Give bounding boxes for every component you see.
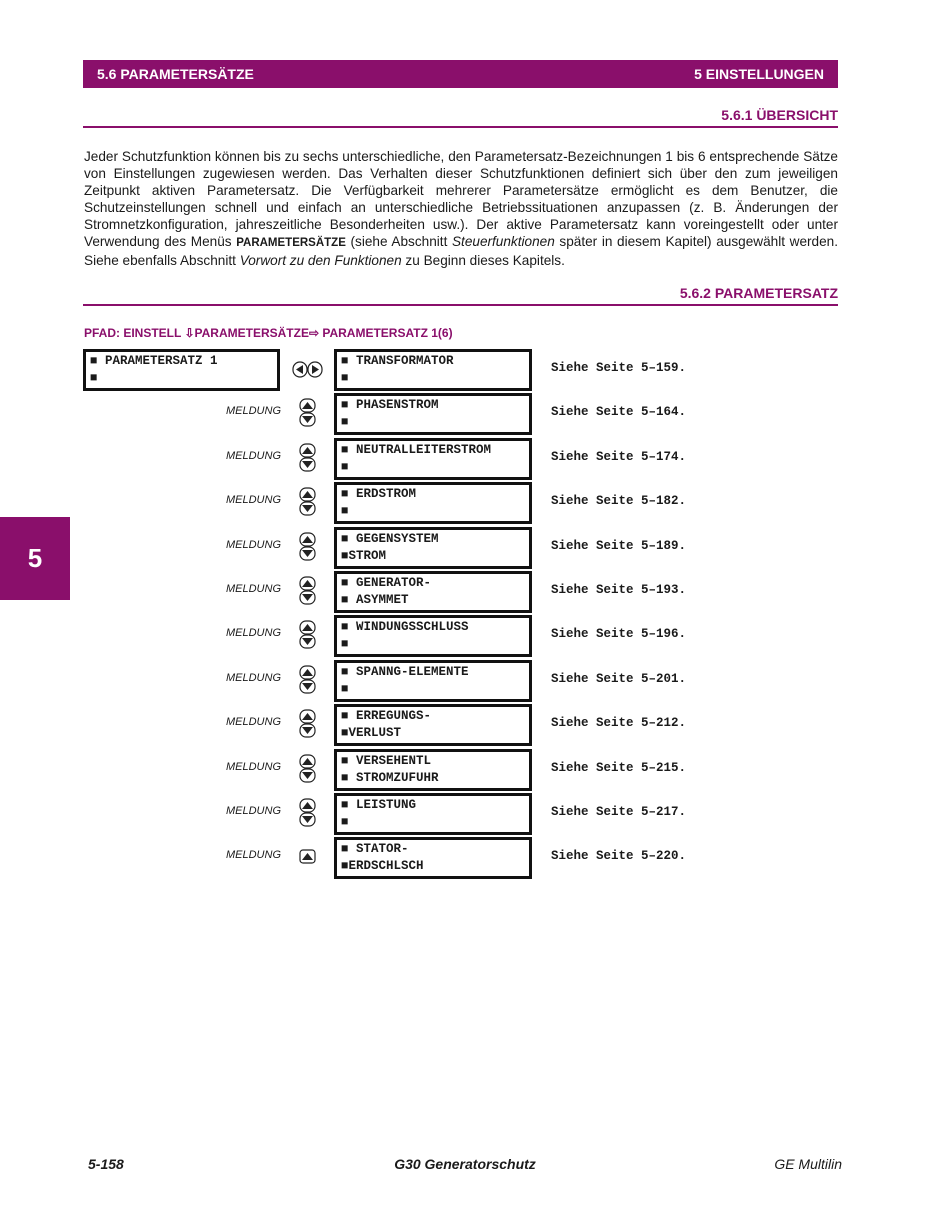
page-reference: Siehe Seite 5–217. <box>551 805 687 819</box>
melding-label: MELDUNG <box>226 761 282 773</box>
lcd-cursor-icon <box>341 354 349 368</box>
page-reference: Siehe Seite 5–196. <box>551 627 687 641</box>
lcd-line-1: VERSEHENTL <box>348 754 432 768</box>
melding-label: MELDUNG <box>226 494 282 506</box>
lcd-box <box>334 349 532 391</box>
chapter-tab: 5 <box>0 517 70 600</box>
section-title-overview: 5.6.1 ÜBERSICHT <box>83 107 838 128</box>
lcd-cursor-icon <box>341 859 349 873</box>
lcd-box <box>334 438 532 480</box>
lcd-box <box>334 393 532 435</box>
lcd-line-2: ASYMMET <box>348 593 409 607</box>
lcd-cursor-icon <box>341 798 349 812</box>
lcd-cursor-icon <box>341 754 349 768</box>
melding-label: MELDUNG <box>226 627 282 639</box>
page-reference: Siehe Seite 5–189. <box>551 539 687 553</box>
lcd-cursor-icon <box>341 771 349 785</box>
lcd-box <box>334 615 532 657</box>
lcd-cursor-icon <box>341 398 349 412</box>
up-down-keys-icon <box>299 576 317 606</box>
lcd-cursor-icon <box>90 354 98 368</box>
lcd-line-2: STROMZUFUHR <box>348 771 439 785</box>
lcd-cursor-icon <box>341 504 349 518</box>
up-down-keys-icon <box>299 443 317 473</box>
melding-label: MELDUNG <box>226 583 282 595</box>
melding-label: MELDUNG <box>226 405 282 417</box>
section-title-parametersatz: 5.6.2 PARAMETERSATZ <box>83 285 838 306</box>
melding-label: MELDUNG <box>226 450 282 462</box>
lcd-line-1: WINDUNGSSCHLUSS <box>348 620 469 634</box>
lcd-cursor-icon <box>341 842 349 856</box>
overview-paragraph <box>84 148 838 269</box>
melding-label: MELDUNG <box>226 672 282 684</box>
lcd-cursor-icon <box>341 460 349 474</box>
header-chapter-label: 5 EINSTELLUNGEN <box>694 66 824 82</box>
lcd-cursor-icon <box>341 815 349 829</box>
lcd-box <box>334 704 532 746</box>
page-reference: Siehe Seite 5–193. <box>551 583 687 597</box>
paragraph-text-3: später in diesem Kapitel) ausgewählt werden. Siehe ebenfalls Abschnitt <box>84 234 838 268</box>
page-reference: Siehe Seite 5–182. <box>551 494 687 508</box>
lcd-line-1: LEISTUNG <box>348 798 417 812</box>
reference-vorwort: Vorwort zu den Funktionen <box>239 253 402 268</box>
page-reference: Siehe Seite 5–164. <box>551 405 687 419</box>
lcd-cursor-icon <box>341 665 349 679</box>
lcd-cursor-icon <box>341 415 349 429</box>
lcd-box <box>334 527 532 569</box>
lcd-line-1: PHASENSTROM <box>348 398 439 412</box>
up-down-keys-icon <box>299 754 317 784</box>
lcd-cursor-icon <box>341 487 349 501</box>
lcd-cursor-icon <box>90 371 98 385</box>
lcd-cursor-icon <box>341 576 349 590</box>
page-reference: Siehe Seite 5–159. <box>551 361 687 375</box>
footer-page-number: 5-158 <box>88 1156 124 1172</box>
lcd-box <box>334 793 532 835</box>
lcd-line-1: ERDSTROM <box>348 487 417 501</box>
lcd-cursor-icon <box>341 532 349 546</box>
up-down-keys-icon <box>299 798 317 828</box>
footer-product-name: G30 Generatorschutz <box>394 1156 536 1172</box>
lcd-cursor-icon <box>341 637 349 651</box>
up-down-keys-icon <box>299 709 317 739</box>
page-reference: Siehe Seite 5–215. <box>551 761 687 775</box>
lcd-line-1: SPANNG-ELEMENTE <box>348 665 469 679</box>
up-down-keys-icon <box>299 665 317 695</box>
lcd-cursor-icon <box>341 682 349 696</box>
lcd-cursor-icon <box>341 709 349 723</box>
lcd-box <box>334 837 532 879</box>
paragraph-text-2: (siehe Abschnitt <box>345 234 452 249</box>
lcd-line-1: STATOR- <box>348 842 409 856</box>
up-down-keys-icon <box>299 487 317 517</box>
lcd-box <box>334 482 532 524</box>
lcd-line-2: ERDSCHLSCH <box>348 859 424 873</box>
lcd-cursor-icon <box>341 620 349 634</box>
lcd-cursor-icon <box>341 726 349 740</box>
menu-name: PARAMETERSÄTZE <box>236 237 346 249</box>
lcd-line-1: GENERATOR- <box>348 576 432 590</box>
page-reference: Siehe Seite 5–212. <box>551 716 687 730</box>
lcd-box <box>334 749 532 791</box>
lcd-line-1: TRANSFORMATOR <box>348 354 454 368</box>
up-down-keys-icon <box>299 620 317 650</box>
lcd-line-1: GEGENSYSTEM <box>348 532 439 546</box>
paragraph-text-4: zu Beginn dieses Kapitels. <box>401 253 565 268</box>
lcd-line-2: STROM <box>348 549 387 563</box>
melding-label: MELDUNG <box>226 805 282 817</box>
page-reference: Siehe Seite 5–201. <box>551 672 687 686</box>
lcd-line-1: NEUTRALLEITERSTROM <box>348 443 492 457</box>
lcd-cursor-icon <box>341 549 349 563</box>
lcd-box <box>334 660 532 702</box>
page-reference: Siehe Seite 5–220. <box>551 849 687 863</box>
lcd-box <box>334 571 532 613</box>
lcd-box-parametersatz-1 <box>83 349 280 391</box>
lcd-line-2: VERLUST <box>348 726 402 740</box>
left-right-keys-icon <box>292 361 324 378</box>
melding-label: MELDUNG <box>226 716 282 728</box>
lcd-cursor-icon <box>341 371 349 385</box>
lcd-cursor-icon <box>341 443 349 457</box>
up-key-icon <box>299 849 317 865</box>
page-header-bar <box>83 60 838 88</box>
up-down-keys-icon <box>299 398 317 428</box>
melding-label: MELDUNG <box>226 539 282 551</box>
lcd-line-1: ERREGUNGS- <box>348 709 432 723</box>
melding-label: MELDUNG <box>226 849 282 861</box>
up-down-keys-icon <box>299 532 317 562</box>
page-reference: Siehe Seite 5–174. <box>551 450 687 464</box>
menu-path: PFAD: EINSTELL ⇩PARAMETERSÄTZE⇨ PARAMETERSATZ 1(6) <box>84 326 453 340</box>
paragraph-text-1: Jeder Schutzfunktion können bis zu sechs unterschiedliche, den Parametersatz-Bezeichnungen 1 bis 6 entsprechende Sätze von Einstellungen zugewiesen werden. Das Verhalten dieser Schutzfunktionen definiert sich über den zum jeweiligen Zeitpunkt aktiven Parametersatz. Die Verfügbarkeit mehrerer Parametersätze ermöglicht es dem Benutzer, die Schutzeinstellungen schnell und einfach an unterschiedliche Betriebssituationen anzupassen (z. B. Änderungen der Stromnetzkonfiguration, jahreszeitliche Besonderheiten usw.). Der aktive Parametersatz kann voreingestellt oder unter Verwendung des Menüs <box>84 149 838 249</box>
header-section-label: 5.6 PARAMETERSÄTZE <box>97 66 254 82</box>
footer-company: GE Multilin <box>774 1156 842 1172</box>
lcd-line-1: PARAMETERSATZ 1 <box>97 354 218 368</box>
reference-steuerfunktionen: Steuerfunktionen <box>451 234 555 249</box>
lcd-cursor-icon <box>341 593 349 607</box>
